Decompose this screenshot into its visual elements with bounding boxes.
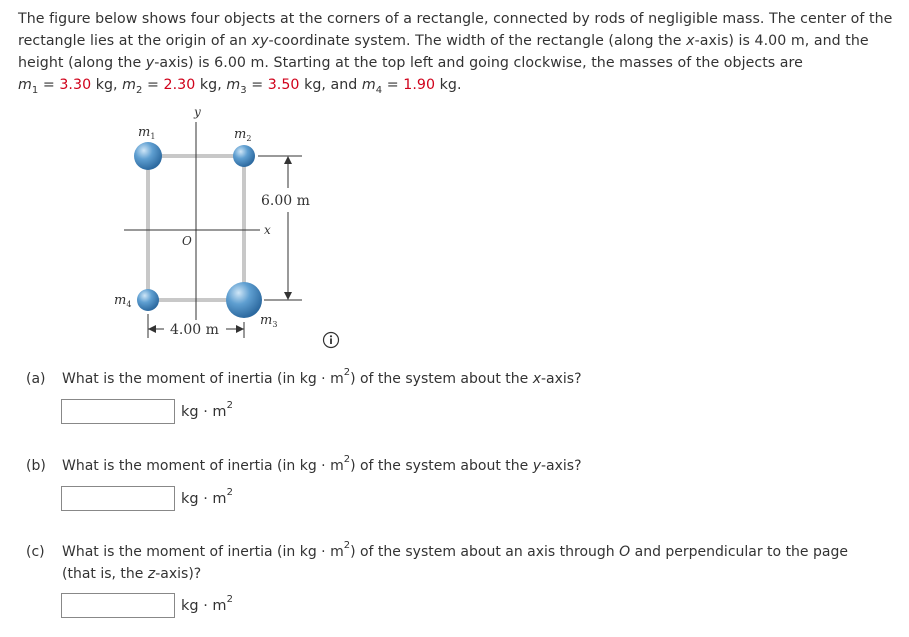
m1-value: 3.30 <box>59 77 92 93</box>
m2-label: $m_2$ <box>234 127 252 143</box>
answer-unit <box>181 486 233 507</box>
m1-label: $m_1$ <box>138 125 156 141</box>
m4-subscript: 4 <box>375 84 383 96</box>
unit-kg: kg <box>199 77 218 93</box>
axis-symbol: x <box>532 371 541 387</box>
m2-symbol: m <box>122 77 137 93</box>
m2-subscript: 2 <box>136 84 143 96</box>
question-text <box>62 541 848 585</box>
question-label: (b) <box>26 458 46 474</box>
height-arrow-down <box>284 292 292 300</box>
intro-x: x <box>686 33 695 49</box>
mass-m4 <box>137 289 159 311</box>
height-arrow-up <box>284 156 292 164</box>
x-axis-label: x <box>264 223 271 237</box>
origin-label: O <box>182 234 192 248</box>
question-text-part: -axis? <box>541 371 582 387</box>
m1-subscript: 1 <box>31 84 39 96</box>
m4-value: 1.90 <box>403 77 436 93</box>
question-b <box>26 455 582 477</box>
question-text-part: What is the moment of inertia (in kg · m <box>62 544 344 560</box>
width-arrow-left <box>148 325 156 333</box>
intro-text: The figure below shows four objects at the corners of a rectangle, connected by rods of negligible mass. The center of the rectangle lies at the origin of an <box>18 11 893 49</box>
height-label: 6.00 m <box>261 193 310 209</box>
m4-label: $m_4$ <box>114 293 132 309</box>
mass-m1 <box>134 142 162 170</box>
answer-input-a[interactable] <box>61 399 175 424</box>
intro-xy: xy <box>251 33 269 49</box>
unit-kg: kg <box>304 77 322 93</box>
m3-symbol: m <box>226 77 241 93</box>
question-text-part: ) of the system about the <box>350 371 533 387</box>
question-text-part: -axis? <box>541 458 582 474</box>
answer-unit <box>181 593 233 614</box>
intro-text: -axis) is 4.00 m, and the height (along the <box>18 33 869 71</box>
question-c <box>26 541 848 585</box>
width-label: 4.00 m <box>170 322 219 338</box>
superscript: 2 <box>343 367 351 379</box>
unit-superscript: 2 <box>226 399 233 411</box>
m3-label: $m_3$ <box>260 313 278 329</box>
axis-symbol: z <box>147 566 156 582</box>
m1-symbol: m <box>18 77 32 93</box>
question-text-part: (that is, the <box>62 566 148 582</box>
mass-m2 <box>233 145 255 167</box>
question-label: (c) <box>26 544 45 560</box>
answer-unit <box>181 399 233 420</box>
width-arrow-right <box>236 325 244 333</box>
question-text <box>62 368 582 390</box>
mass-m3 <box>226 282 262 318</box>
unit-text: kg · m <box>181 597 227 614</box>
intro-y: y <box>145 55 155 71</box>
axis-symbol: y <box>532 458 541 474</box>
unit-superscript: 2 <box>226 593 233 605</box>
info-icon[interactable] <box>322 331 340 349</box>
m4-symbol: m <box>361 77 376 93</box>
question-text <box>62 455 582 477</box>
question-text-part: What is the moment of inertia (in kg · m <box>62 371 344 387</box>
question-text-part: -axis)? <box>155 566 202 582</box>
intro-text: -coordinate system. The width of the rectangle (along the <box>268 33 687 49</box>
rectangle-masses-figure <box>108 100 378 350</box>
question-text-part: ) of the system about an axis through <box>350 544 620 560</box>
answer-row-c <box>61 593 233 618</box>
m3-subscript: 3 <box>240 84 247 96</box>
question-a <box>26 368 582 390</box>
unit-superscript: 2 <box>226 486 233 498</box>
superscript: 2 <box>343 454 351 466</box>
question-text-part: What is the moment of inertia (in kg · m <box>62 458 344 474</box>
y-axis-label: y <box>194 105 201 119</box>
problem-statement: The figure below shows four objects at the corners of a rectangle, connected by rods of negligible mass. The center of the rectangle lies at the origin of an xy-coordinate system. The width of the rectangle (along the x-axis) is 4.00 m, and the height (along the y-axis) is 6.00 m. Starting at the top left and going clockwise, the masses of the objects are $m_1 = 3.30$ kg, $m_2 = 2.30$ kg, $m_3 = 3.50$ kg, and $m_4 = 1.90$ kg. <box>18 11 893 96</box>
question-label: (a) <box>26 371 46 387</box>
answer-row-a <box>61 399 233 424</box>
answer-input-b[interactable] <box>61 486 175 511</box>
superscript: 2 <box>343 540 351 552</box>
m2-value: 2.30 <box>163 77 196 93</box>
unit-text: kg · m <box>181 403 227 420</box>
question-text-part: ) of the system about the <box>350 458 533 474</box>
axis-symbol: O <box>619 544 631 560</box>
question-text-part: and perpendicular to the page <box>630 544 848 560</box>
unit-kg: kg <box>439 77 457 93</box>
answer-row-b <box>61 486 233 511</box>
unit-kg: kg <box>95 77 114 93</box>
answer-input-c[interactable] <box>61 593 175 618</box>
m3-value: 3.50 <box>267 77 300 93</box>
intro-text: -axis) is 6.00 m. Starting at the top left and going clockwise, the masses of the objects are <box>154 55 803 71</box>
unit-text: kg · m <box>181 490 227 507</box>
